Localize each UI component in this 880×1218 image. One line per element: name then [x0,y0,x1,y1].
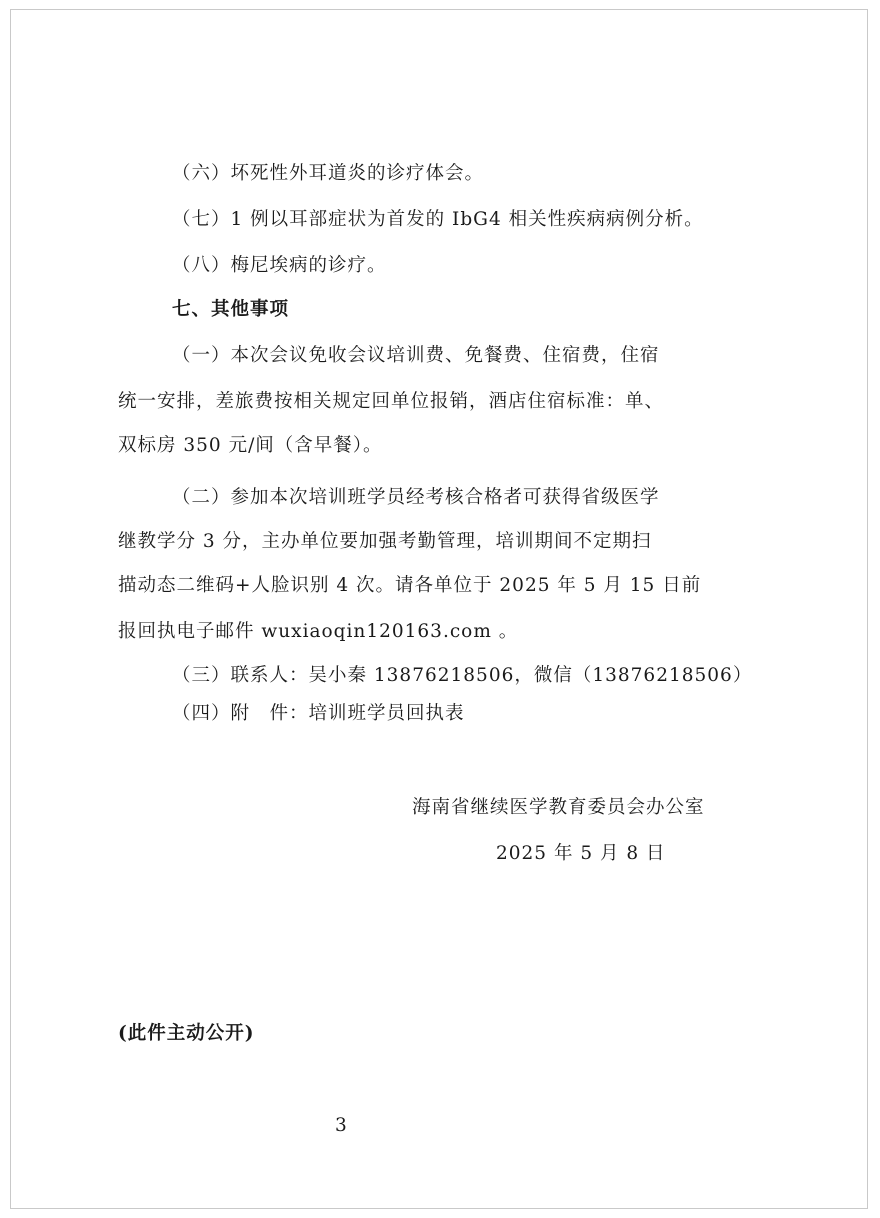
paragraph-one-line-3: 双标房 350 元/间（含早餐）。 [118,435,383,456]
item-eight: （八）梅尼埃病的诊疗。 [172,255,387,276]
attachment-line: （四）附 件：培训班学员回执表 [172,703,465,724]
section-heading: 七、其他事项 [172,299,290,320]
paragraph-two-line-1: （二）参加本次培训班学员经考核合格者可获得省级医学 [172,487,660,508]
paragraph-one-line-1: （一）本次会议免收会议培训费、免餐费、住宿费，住宿 [172,345,660,366]
issue-date: 2025 年 5 月 8 日 [496,843,666,864]
paragraph-one-line-2: 统一安排，差旅费按相关规定回单位报销，酒店住宿标准：单、 [118,391,665,412]
page-number: 3 [335,1115,348,1136]
paragraph-two-line-3: 描动态二维码+人脸识别 4 次。请各单位于 2025 年 5 月 15 日前 [118,575,702,596]
paragraph-two-line-4: 报回执电子邮件 wuxiaoqin120163.com 。 [118,621,519,642]
disclosure-note: (此件主动公开) [118,1023,255,1044]
issuing-office: 海南省继续医学教育委员会办公室 [412,797,705,818]
paragraph-two-line-2: 继教学分 3 分，主办单位要加强考勤管理，培训期间不定期扫 [118,531,652,552]
item-six: （六）坏死性外耳道炎的诊疗体会。 [172,163,485,184]
item-seven: （七）1 例以耳部症状为首发的 IbG4 相关性疾病病例分析。 [172,209,704,230]
contact-line: （三）联系人：吴小秦 13876218506，微信（13876218506） [172,665,753,686]
